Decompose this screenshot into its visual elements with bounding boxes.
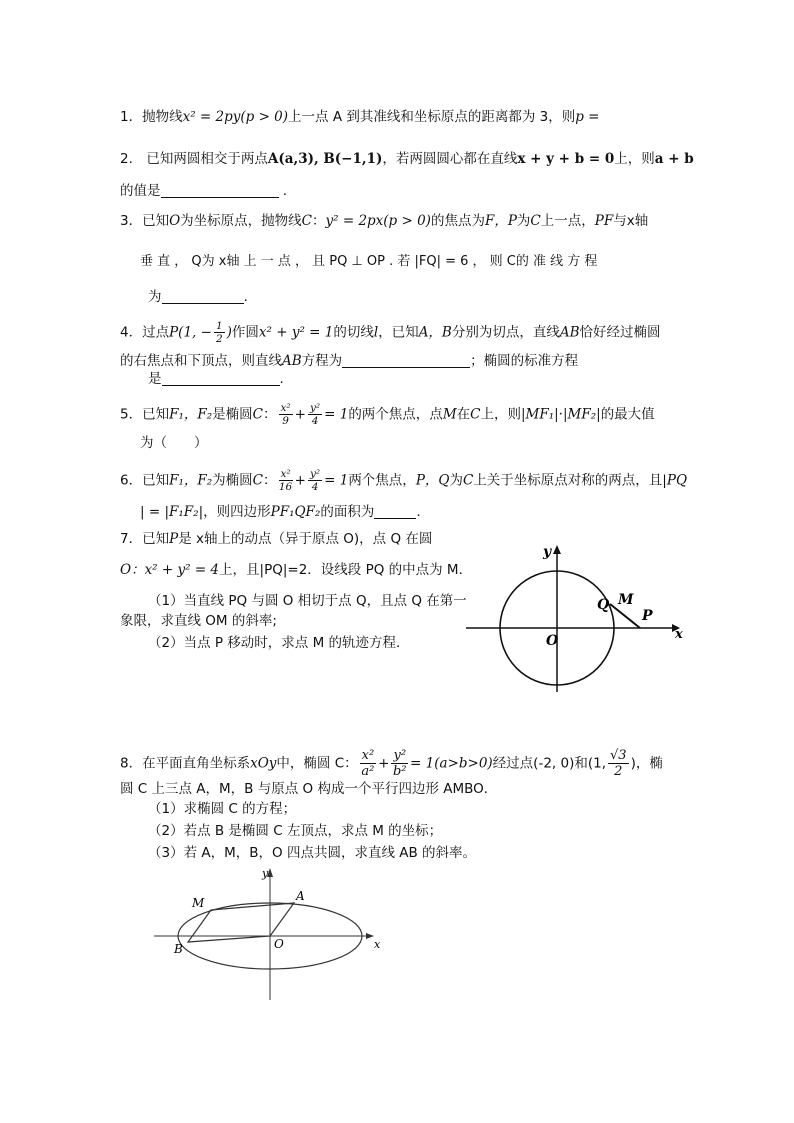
q5-text-d: 的两个焦点，点 [348, 406, 443, 423]
q5-math-1: F₁，F₂ [169, 406, 213, 423]
q5-text-a: 5．已知 [120, 406, 170, 423]
q5-text-b: 是椭圆 [212, 406, 253, 423]
q5-fraction-x [279, 402, 293, 427]
q4-text-3a: 是 [148, 371, 162, 387]
q6-math-1: F₁，F₂ [169, 472, 213, 489]
q6-math-5: PQ [666, 472, 688, 489]
q8-line-2: 圆 C 上三点 A，M，B 与原点 O 构成一个平行四边形 AMBO． [120, 781, 498, 797]
q6-fy-den: 4 [311, 481, 319, 493]
q7-math-2: O：x² + y² = 4 [120, 562, 220, 578]
q7-text-b: 是 x轴上的动点（异于原点 O)，点 Q 在圆 [178, 531, 433, 547]
q8-figure [150, 862, 390, 1012]
q2-text-e: . [282, 183, 288, 199]
q2-math-3: a + b [654, 151, 694, 167]
q4-text-d2: ，已知 [378, 324, 419, 341]
q1-math-1: x² = 2py(p > 0) [182, 109, 289, 125]
q6-text-d: 两个焦点， [348, 472, 416, 489]
q5-fraction-y [308, 402, 322, 427]
q3-text-b: 为坐标原点，抛物线 [180, 213, 302, 229]
q5-text-g: 的最大值 [600, 406, 655, 423]
q8-text-a: 8．在平面直角坐标系 [120, 755, 251, 772]
q7-text-2b: 上，且|PQ|=2．设线段 PQ 的中点为 M． [219, 562, 473, 578]
q8-fs-num: √3 [610, 748, 627, 763]
fig1-y-arrow-icon [553, 545, 561, 554]
q3-math-4: F，P [484, 213, 517, 229]
q6-math-2: C [252, 472, 263, 489]
q7-math-1: P [169, 531, 179, 547]
q7-sub-2: （2）当点 P 移动时，求点 M 的轨迹方程． [148, 635, 410, 651]
q5-fy-den: 4 [311, 415, 319, 427]
q6-text-e: 为 [449, 472, 463, 489]
q8-fraction-sqrt [608, 748, 629, 779]
fig2-label-b: B [174, 942, 183, 956]
q2-line-2 [120, 182, 287, 200]
q2-math-2: x + y + b = 0 [517, 151, 615, 167]
q8-plus: + [378, 755, 390, 772]
q6-text-2c: 的面积为 [320, 504, 375, 520]
q3-text-3b: . [243, 289, 248, 305]
q5-text-f: 上，则 [480, 406, 521, 423]
q7-sub-1b: 象限，求直线 OM 的斜率; [120, 613, 277, 629]
fig1-label-p: P [642, 608, 653, 624]
q5-line-2: 为（ ） [140, 435, 208, 451]
q6-line-2 [140, 503, 421, 521]
q3-answer-blank[interactable] [162, 289, 244, 304]
q4-text-2c: ；椭圆的标准方程 [470, 353, 579, 369]
q8-text-b: 中，椭圆 C： [276, 755, 358, 772]
q3-text-3a: 为 [148, 289, 162, 305]
q3-math-1: O [169, 213, 181, 229]
q1-math-2: p = [575, 109, 600, 125]
q6-text-f: 上关于坐标原点对称的两点，且| [473, 472, 667, 489]
q6-math-4: C [462, 472, 474, 489]
q1-text-b: 上一点 A 到其准线和坐标原点的距离都为 3，则 [288, 109, 576, 125]
q8-line-1 [120, 748, 663, 779]
q4-line-2 [120, 352, 578, 370]
q1-line [120, 108, 599, 126]
q7-figure [462, 540, 702, 700]
q3-text-a: 3．已知 [120, 213, 170, 229]
q3-text-f: 上一点， [540, 213, 595, 229]
q4-text-f: 恰好经过椭圆 [579, 324, 661, 341]
q8-text-d: )，椭 [630, 755, 663, 772]
fig1-label-m: M [618, 592, 634, 608]
fig2-x-arrow-icon [366, 933, 374, 939]
q6-fx-den: 16 [278, 481, 293, 493]
q4-line-1 [120, 320, 661, 345]
q2-text-c: 上，则 [614, 151, 655, 167]
q4-math-3: l [373, 324, 379, 341]
q8-sub-3: （3）若 A，M，B，O 四点共圆，求直线 AB 的斜率。 [148, 845, 477, 861]
q5-math-2: C [252, 406, 263, 423]
q8-fx-num: x² [361, 748, 375, 763]
q8-fy-den: b² [392, 764, 407, 779]
q4-frac-num: 1 [215, 320, 223, 332]
q2-text-d: 的值是 [120, 183, 161, 199]
q8-eq: = 1(a>b>0) [410, 755, 493, 772]
fig2-label-a: A [296, 889, 305, 903]
fig2-label-x: x [374, 938, 381, 951]
q5-line-1 [120, 402, 655, 427]
q5-fx-num: x² [280, 402, 291, 414]
q3-line-1 [120, 212, 648, 230]
q4-fraction [214, 320, 225, 345]
fig1-label-q: Q [597, 597, 610, 613]
q6-fx-num: x² [280, 468, 291, 480]
q7-text-a: 7．已知 [120, 531, 170, 547]
q5-fx-den: 9 [282, 415, 289, 427]
q3-text-c: ： [312, 213, 326, 229]
fig1-label-y: y [543, 544, 552, 560]
q7-line-2 [120, 561, 472, 579]
q8-sub-2: （2）若点 B 是椭圆 C 左顶点，求点 M 的坐标； [148, 823, 443, 839]
q8-fy-num: y² [393, 748, 407, 763]
q5-fy-num: y² [309, 402, 321, 414]
q8-fs-den: 2 [614, 764, 623, 779]
q6-text-2b: |，则四边形 [198, 504, 271, 520]
fig2-label-y: y [262, 867, 269, 880]
q3-text-d: 的焦点为 [430, 213, 485, 229]
q2-answer-blank[interactable] [161, 183, 279, 198]
q4-text-2b: 方程为 [301, 353, 343, 369]
q4-line-3 [148, 370, 284, 388]
q6-math-2m2: PF₁QF₂ [270, 504, 321, 520]
q4-math-1: P(1, − [169, 324, 212, 341]
q3-line-3 [148, 288, 248, 306]
q3-math-2: C [301, 213, 313, 229]
q2-line-1 [120, 150, 694, 168]
q6-text-b: 为椭圆 [212, 472, 253, 489]
q8-fx-den: a² [361, 764, 375, 779]
q3-math-5: C [530, 213, 541, 229]
fig2-label-o: O [274, 937, 284, 951]
q4-math-1b: ) [226, 324, 232, 341]
q6-math-3: P，Q [415, 472, 450, 489]
q6-fy-num: y² [309, 468, 321, 480]
q5-eq: = 1 [324, 406, 349, 423]
q3-line-2: 垂 直 ， Q为 x轴 上 一 点 ， 且 PQ ⊥ OP . 若 |FQ| = 6 ， 则 C的 准 线 方 程 [140, 254, 598, 269]
q4-text-e: 分别为切点，直线 [451, 324, 560, 341]
q8-math-1: xOy [250, 755, 277, 772]
fig1-label-x: x [675, 627, 683, 642]
q6-plus: + [294, 472, 306, 489]
q3-text-g: 与x轴 [613, 213, 649, 229]
q4-text-2a: 的右焦点和下顶点，则直线 [120, 353, 282, 369]
q8-fraction-y [391, 748, 408, 779]
q6-eq: = 1 [324, 472, 349, 489]
q4-answer-blank-1[interactable] [342, 353, 470, 368]
q4-math-2: x² + y² = 1 [258, 324, 334, 341]
fig2-label-m: M [192, 896, 205, 910]
q4-text-3b: . [279, 371, 284, 387]
q8-text-c: 经过点(-2, 0)和(1, [492, 755, 607, 772]
q5-text-c: ： [263, 406, 277, 423]
q3-math-3: y² = 2px(p > 0) [325, 213, 431, 229]
q4-answer-blank-2[interactable] [162, 371, 280, 386]
q1-text-a: 1．抛物线 [120, 109, 183, 125]
fig1-label-o: O [546, 633, 559, 649]
q4-frac-den: 2 [215, 333, 223, 345]
q5-text-e: 在 [456, 406, 471, 423]
q4-text-c: 的切线 [333, 324, 374, 341]
q6-text-a: 6．已知 [120, 472, 170, 489]
q6-line-1 [120, 468, 687, 493]
q2-math-1: A(a,3), B(−1,1) [267, 151, 383, 167]
q6-text-c: ： [263, 472, 277, 489]
q8-fraction-x [360, 748, 377, 779]
q8-sub-1: （1）求椭圆 C 的方程； [148, 801, 297, 817]
q6-fraction-y [308, 468, 322, 493]
q6-answer-blank[interactable] [374, 504, 416, 519]
q6-text-2a: | = | [140, 504, 169, 520]
q3-text-e: 为 [516, 213, 531, 229]
q4-text-a: 4．过点 [120, 324, 170, 341]
q4-math-5: AB [559, 324, 580, 341]
q2-text-a: 2. 已知两圆相交于两点 [120, 151, 268, 167]
q7-line-1 [120, 530, 432, 548]
q6-math-2m: F₁F₂ [169, 504, 199, 520]
q5-plus: + [294, 406, 306, 423]
q3-math-6: PF [594, 213, 614, 229]
q4-math-4: A，B [418, 324, 452, 341]
q6-text-2d: . [416, 504, 421, 520]
q5-math-3: M [442, 406, 457, 423]
q2-text-b: ，若两圆圆心都在直线 [382, 151, 518, 167]
q4-math-2m: AB [282, 353, 302, 369]
q5-math-4: C [470, 406, 481, 423]
q5-math-5: |MF₁|·|MF₂| [520, 406, 601, 423]
q4-text-b: 作圆 [231, 324, 259, 341]
q6-fraction-x [279, 468, 293, 493]
q7-sub-1a: （1）当直线 PQ 与圆 O 相切于点 Q，且点 Q 在第一 [148, 593, 467, 609]
